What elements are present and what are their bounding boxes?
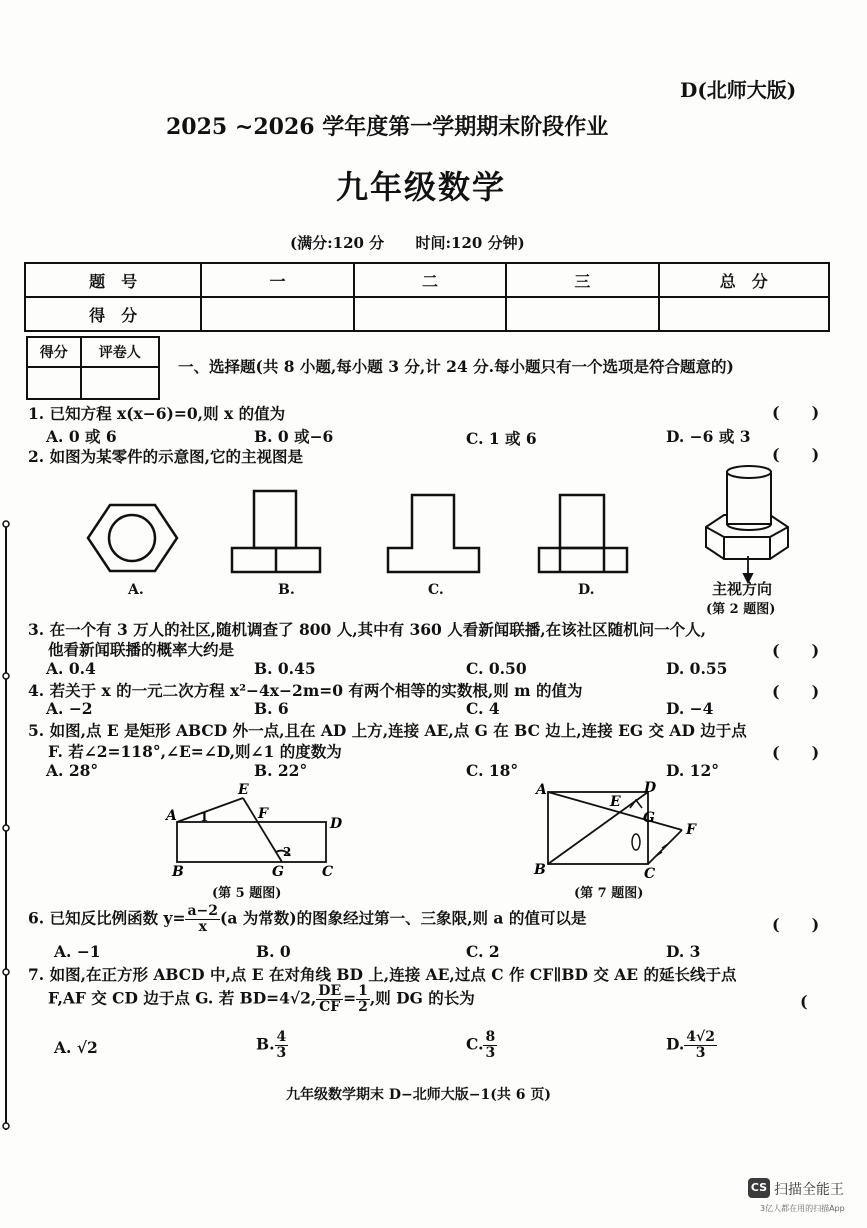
q7-frac2-num: 1: [358, 983, 368, 999]
score-cell[interactable]: [201, 297, 353, 331]
q3-stem-line2: 他看新闻联播的概率大约是: [48, 640, 235, 659]
grader-score-cell[interactable]: [27, 367, 81, 399]
q5-angle-2: 2: [283, 845, 292, 859]
score-row-label: 得 分: [25, 297, 201, 331]
q7-option-d-num: 4√2: [686, 1029, 715, 1045]
section1-header: 一、选择题(共 8 小题,每小题 3 分,计 24 分.每小题只有一个选项是符合题意的): [178, 357, 734, 376]
q2-option-a-label: A.: [128, 582, 144, 598]
q7-figure: [530, 778, 710, 883]
score-header-cell: 总 分: [659, 263, 829, 297]
q6-frac-num: a−2: [187, 903, 219, 919]
q5-point-a: A: [166, 808, 177, 824]
q1-option-d: D. −6 或 3: [666, 427, 751, 446]
q7-option-c-num: 8: [485, 1029, 496, 1045]
exam-info: (满分:120 分 时间:120 分钟): [290, 234, 525, 252]
q7-eq: =: [343, 988, 357, 1008]
grader-box: [26, 336, 160, 400]
q6-answer-paren[interactable]: ( ): [772, 915, 820, 934]
q7-option-d-frac: [684, 1030, 717, 1061]
q2-view-direction-label: 主视方向: [712, 580, 773, 598]
page-footer: 九年级数学期末 D−北师大版−1(共 6 页): [286, 1087, 551, 1103]
q4-stem: 4. 若关于 x 的一元二次方程 x²−4x−2m=0 有两个相等的实数根,则 m 的值为: [28, 681, 583, 700]
q7-frac-den: CF: [319, 999, 341, 1015]
q5-point-g: G: [272, 864, 284, 878]
q5-answer-paren[interactable]: ( ): [772, 743, 820, 762]
q7-option-c-frac: [483, 1030, 497, 1061]
q5-point-c: C: [322, 864, 334, 878]
q7-point-g: G: [643, 810, 655, 826]
score-header-cell: 一: [201, 263, 353, 297]
q5-option-c: C. 18°: [466, 761, 519, 780]
q3-stem-line1: 3. 在一个有 3 万人的社区,随机调查了 800 人,其中有 360 人看新闻联播,在该社区随机问一个人,: [28, 620, 707, 639]
q7-stem-post: ,则 DG 的长为: [369, 988, 475, 1008]
q6-stem: [28, 904, 586, 935]
q7-point-b: B: [534, 862, 546, 878]
q3-option-c: C. 0.50: [466, 659, 527, 678]
grader-name-label: 评卷人: [81, 337, 160, 367]
q7-option-b-den: 3: [276, 1045, 287, 1061]
q7-option-c-den: 3: [485, 1045, 496, 1061]
q7-point-f: F: [686, 822, 696, 838]
q7-option-b: [256, 1030, 288, 1061]
score-cell[interactable]: [506, 297, 658, 331]
q3-option-d: D. 0.55: [666, 659, 728, 678]
grader-name-cell[interactable]: [81, 367, 160, 399]
subject-title: 九年级数学: [336, 168, 507, 206]
q7-option-a: A. √2: [54, 1038, 98, 1057]
q2-option-b-figure: [232, 491, 320, 572]
q6-option-d: D. 3: [666, 942, 701, 961]
q4-answer-paren[interactable]: ( ): [772, 682, 820, 701]
q7-stem-line1: 7. 如图,在正方形 ABCD 中,点 E 在对角线 BD 上,连接 AE,过点 C 作 CF∥BD 交 AE 的延长线于点: [28, 965, 737, 984]
q7-option-b-letter: B.: [256, 1034, 275, 1054]
q6-option-c: C. 2: [466, 942, 500, 961]
q7-option-d-den: 3: [695, 1045, 706, 1061]
q6-stem-pre: 6. 已知反比例函数 y=: [28, 908, 186, 928]
q6-stem-post: (a 为常数)的图象经过第一、三象限,则 a 的值可以是: [220, 908, 587, 928]
q4-option-b: B. 6: [254, 699, 289, 718]
q6-fraction: [185, 904, 220, 935]
watermark-app-name: 扫描全能王: [774, 1182, 844, 1198]
q2-option-a-figure: [88, 505, 177, 571]
q7-fraction-de-cf: [316, 984, 343, 1015]
q5-stem-line2: F. 若∠2=118°,∠E=∠D,则∠1 的度数为: [48, 742, 342, 761]
q5-figure-caption: (第 5 题图): [212, 886, 282, 901]
q7-option-b-frac: [275, 1030, 289, 1061]
q5-point-b: B: [172, 864, 184, 878]
edition-label: D(北师大版): [680, 78, 797, 102]
q7-point-e: E: [610, 794, 621, 810]
q7-option-b-num: 4: [276, 1029, 287, 1045]
q2-part-3d-figure: [706, 466, 788, 582]
q3-answer-paren[interactable]: ( ): [772, 641, 820, 660]
score-header-cell: 三: [506, 263, 658, 297]
watermark-tagline: 3亿人都在用的扫描App: [760, 1204, 845, 1213]
q6-option-a: A. −1: [54, 942, 101, 961]
q7-option-d-letter: D.: [666, 1034, 685, 1054]
q5-figure: [160, 778, 360, 878]
q2-answer-paren[interactable]: ( ): [772, 445, 820, 464]
watermark-badge-icon: CS: [748, 1178, 770, 1198]
q7-option-c: [466, 1030, 497, 1061]
q7-point-d: D: [644, 780, 657, 796]
q2-option-b-label: B.: [278, 582, 295, 598]
q5-angle-1: 1: [200, 810, 209, 824]
q5-option-d: D. 12°: [666, 761, 720, 780]
score-header-cell: 题 号: [25, 263, 201, 297]
score-table: [24, 262, 830, 332]
main-title: 2025 ~2026 学年度第一学期期末阶段作业: [166, 114, 609, 140]
q7-stem-pre: F,AF 交 CD 边于点 G. 若 BD=4√2,: [48, 988, 317, 1008]
q2-option-c-label: C.: [428, 582, 444, 598]
q5-option-a: A. 28°: [46, 761, 99, 780]
q1-option-b: B. 0 或−6: [254, 427, 334, 446]
q1-answer-paren[interactable]: ( ): [772, 403, 820, 422]
q2-option-d-label: D.: [578, 582, 595, 598]
q7-point-c: C: [644, 866, 656, 882]
q2-stem: 2. 如图为某零件的示意图,它的主视图是: [28, 447, 303, 466]
q7-fraction-half: [356, 984, 370, 1015]
q4-option-a: A. −2: [46, 699, 93, 718]
q2-option-d-figure: [539, 495, 627, 572]
q7-option-c-letter: C.: [466, 1034, 484, 1054]
q4-option-d: D. −4: [666, 699, 714, 718]
q5-option-b: B. 22°: [254, 761, 308, 780]
q5-point-d: D: [330, 816, 343, 832]
grader-score-label: 得分: [27, 337, 81, 367]
q7-frac2-den: 2: [358, 999, 368, 1015]
binding-margin-line: [0, 500, 20, 1140]
q7-point-a: A: [536, 782, 547, 798]
q3-option-b: B. 0.45: [254, 659, 316, 678]
q5-point-e: E: [238, 782, 249, 798]
q7-answer-paren[interactable]: (: [800, 992, 808, 1011]
q6-option-b: B. 0: [256, 942, 291, 961]
q7-stem-line2: [48, 984, 475, 1015]
q3-option-a: A. 0.4: [46, 659, 96, 678]
q2-option-c-figure: [388, 495, 479, 572]
q5-point-f: F: [258, 806, 268, 822]
q7-option-d: [666, 1030, 717, 1061]
q1-option-c: C. 1 或 6: [466, 429, 537, 448]
q6-frac-den: x: [198, 919, 207, 935]
score-header-cell: 二: [354, 263, 506, 297]
q7-frac-num: DE: [318, 983, 342, 999]
score-cell[interactable]: [354, 297, 506, 331]
q1-stem: 1. 已知方程 x(x−6)=0,则 x 的值为: [28, 404, 286, 423]
q2-figure-caption: (第 2 题图): [706, 602, 776, 617]
q7-figure-caption: (第 7 题图): [574, 886, 644, 901]
q5-stem-line1: 5. 如图,点 E 是矩形 ABCD 外一点,且在 AD 上方,连接 AE,点 G 在 BC 边上,连接 EG 交 AD 边于点: [28, 721, 747, 740]
q1-option-a: A. 0 或 6: [46, 427, 117, 446]
score-cell[interactable]: [659, 297, 829, 331]
q4-option-c: C. 4: [466, 699, 500, 718]
